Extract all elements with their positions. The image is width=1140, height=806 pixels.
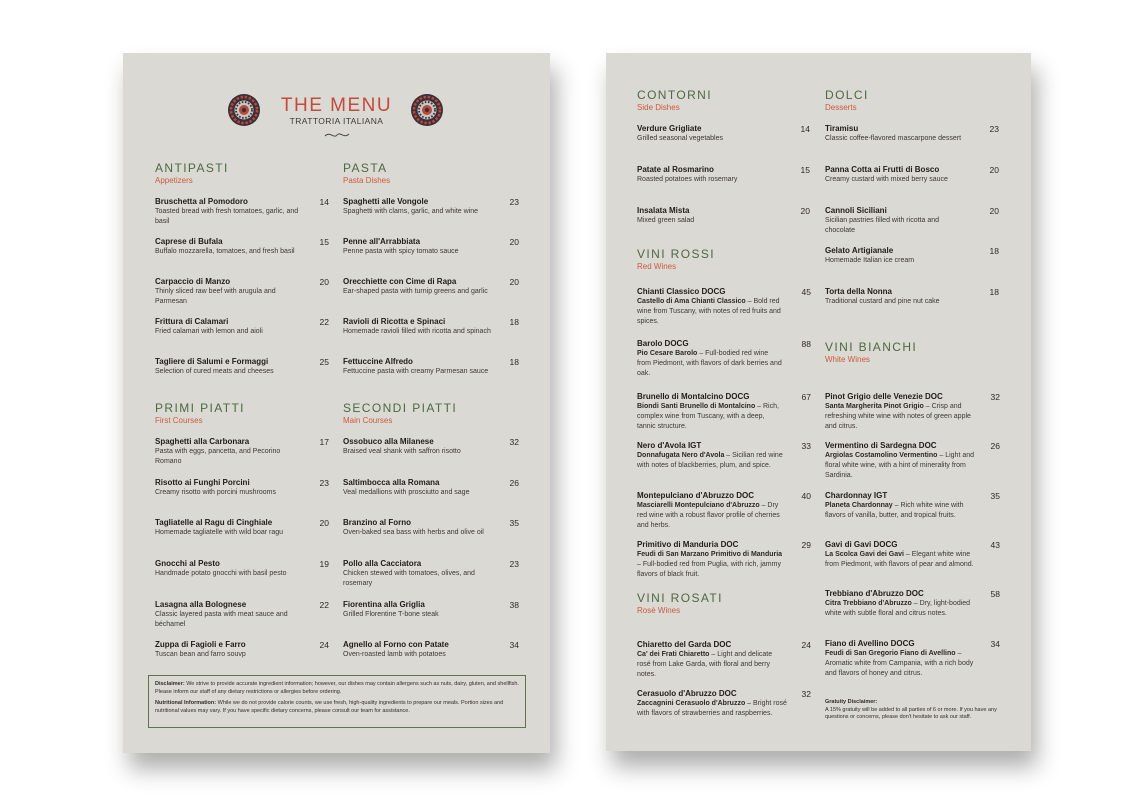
item-name: Chardonnay IGT [825, 491, 888, 500]
section-contorni [637, 89, 712, 113]
item-price: 23 [319, 478, 329, 488]
menu-item [155, 317, 329, 337]
item-price: 40 [801, 491, 811, 501]
section-dolci [825, 89, 869, 113]
wine-item [637, 540, 811, 580]
item-price: 18 [989, 246, 999, 256]
item-price: 35 [509, 518, 519, 528]
menu-item [343, 478, 519, 498]
wine-producer: Feudi di San Gregorio Fiano di Avellino [825, 650, 956, 657]
item-description [637, 297, 783, 327]
item-name: Zuppa di Fagioli e Farro [155, 640, 246, 649]
section-subtitle: Side Dishes [637, 103, 680, 112]
item-description: Fried calamari with lemon and aioli [155, 328, 263, 335]
item-price: 20 [509, 277, 519, 287]
item-price: 14 [319, 197, 329, 207]
item-description: Handmade potato gnocchi with basil pesto [155, 570, 287, 577]
item-price: 34 [990, 639, 1000, 649]
wine-item [825, 392, 1000, 432]
item-price: 20 [989, 206, 999, 216]
menu-item [155, 478, 329, 498]
item-description: Homemade ravioli filled with ricotta and spinach [343, 328, 491, 335]
wine-item [825, 441, 1000, 481]
item-price: 38 [509, 600, 519, 610]
wine-producer: La Scolca Gavi dei Gavi [825, 551, 904, 558]
item-price: 34 [509, 640, 519, 650]
menu-item [343, 437, 519, 457]
item-name: Lasagna alla Bolognese [155, 600, 247, 609]
menu-item [637, 124, 810, 144]
item-name: Tagliatelle al Ragu di Cinghiale [155, 518, 273, 527]
gratuity-text: A 15% gratuity will be added to all parties of 6 or more. If you have any questions or concerns, please don't hesitate to ask our staff. [825, 706, 997, 720]
item-description: Spaghetti with clams, garlic, and white wine [343, 208, 479, 215]
section-subtitle: Main Courses [343, 416, 393, 425]
item-description [637, 402, 783, 432]
item-price: 15 [800, 165, 810, 175]
section-subtitle: Desserts [825, 103, 857, 112]
wine-item [825, 639, 1000, 679]
menu-item [825, 246, 999, 266]
item-price: 23 [989, 124, 999, 134]
item-description [825, 451, 975, 481]
item-name: Risotto ai Funghi Porcini [155, 478, 250, 487]
wine-notes: – Dry red wine with a robust flavor profile of cherries and herbs. [637, 502, 780, 529]
item-name: Spaghetti alle Vongole [343, 197, 429, 206]
item-price: 24 [319, 640, 329, 650]
item-description: Ear-shaped pasta with turnip greens and garlic [343, 288, 488, 295]
item-description: Penne pasta with spicy tomato sauce [343, 248, 459, 255]
item-name: Gavi di Gavi DOCG [825, 540, 898, 549]
wine-item [637, 339, 811, 379]
menu-item [155, 640, 329, 660]
wine-item [825, 540, 1000, 570]
section-subtitle: White Wines [825, 355, 870, 364]
menu-item [825, 124, 999, 144]
menu-item [343, 357, 519, 377]
section-title: PRIMI PIATTI [155, 401, 245, 415]
item-description: Sicilian pastries filled with ricotta and chocolate [825, 217, 939, 234]
item-price: 32 [801, 689, 811, 699]
item-description: Oven-baked sea bass with herbs and olive oil [343, 529, 484, 536]
disclaimer-text: We strive to provide accurate ingredient information; however, our dishes may contain allergens such as nuts, dairy, gluten, and shellfish. Please inform our staff of any dietary restrictions or allergies before ordering. [155, 681, 519, 695]
item-name: Fettuccine Alfredo [343, 357, 413, 366]
item-name: Fiano di Avellino DOCG [825, 639, 915, 648]
gratuity-disclaimer [825, 699, 1005, 722]
section-vini-rossi [637, 248, 715, 272]
item-price: 23 [509, 197, 519, 207]
section-vini-bianchi [825, 341, 917, 365]
item-name: Vermentino di Sardegna DOC [825, 441, 937, 450]
item-description [825, 550, 975, 570]
item-price: 29 [801, 540, 811, 550]
menu-item [155, 237, 329, 257]
item-description: Homemade tagliatelle with wild boar ragu [155, 529, 284, 536]
section-title: CONTORNI [637, 88, 712, 102]
item-price: 26 [990, 441, 1000, 451]
wine-notes: – Rich white wine with flavors of vanilla, butter, and tropical fruits. [825, 502, 964, 519]
wine-notes: – Bright rosé with flavors of strawberries and raspberries. [637, 700, 787, 717]
wine-producer: Santa Margherita Pinot Grigio [825, 403, 924, 410]
menu-item [343, 197, 519, 217]
wine-notes: – Light and floral white wine, with a hint of minerality from Sardinia. [825, 452, 975, 479]
item-price: 35 [990, 491, 1000, 501]
item-price: 22 [319, 317, 329, 327]
section-subtitle: Appetizers [155, 176, 193, 185]
nutrition-disclaimer [155, 700, 519, 715]
menu-item [343, 317, 519, 337]
menu-item [343, 277, 519, 297]
item-price: 25 [319, 357, 329, 367]
menu-item [343, 600, 519, 620]
menu-item [155, 600, 329, 630]
item-price: 19 [319, 559, 329, 569]
wine-producer: Masciarelli Montepulciano d'Abruzzo [637, 502, 760, 509]
wine-producer: Argiolas Costamolino Vermentino [825, 452, 938, 459]
item-name: Frittura di Calamari [155, 317, 229, 326]
wine-producer: Feudi di San Marzano Primitivo di Manduria [637, 551, 783, 558]
item-price: 18 [509, 357, 519, 367]
item-name: Ossobuco alla Milanese [343, 437, 434, 446]
section-subtitle: Rosè Wines [637, 606, 681, 615]
item-name: Chiaretto del Garda DOC [637, 640, 732, 649]
item-price: 20 [989, 165, 999, 175]
item-description: Roasted potatoes with rosemary [637, 176, 738, 183]
item-description: Mixed green salad [637, 217, 695, 224]
item-name: Cerasuolo d'Abruzzo DOC [637, 689, 737, 698]
wine-producer: Donnafugata Nero d'Avola [637, 452, 725, 459]
item-price: 23 [509, 559, 519, 569]
item-description [825, 501, 980, 521]
section-title: VINI BIANCHI [825, 340, 918, 354]
menu-item [155, 357, 329, 377]
wine-producer: Pio Cesare Barolo [637, 350, 698, 357]
item-name: Barolo DOCG [637, 339, 689, 348]
disclaimer-box [148, 675, 526, 728]
section-title: PASTA [343, 161, 388, 175]
item-name: Trebbiano d'Abruzzo DOC [825, 589, 924, 598]
item-price: 26 [509, 478, 519, 488]
item-description [825, 649, 980, 679]
wine-item [637, 491, 811, 531]
wine-item [637, 392, 811, 432]
item-name: Saltimbocca alla Romana [343, 478, 440, 487]
menu-page-right [606, 53, 1031, 751]
nutrition-text: While we do not provide calorie counts, we use fresh, high-quality ingredients to prepare our meals. Portion sizes and nutritional values may vary. If you have specific dietary concerns, please consult our team for assistance. [155, 700, 504, 714]
wine-item [825, 589, 1000, 619]
rosette-icon [410, 93, 444, 127]
section-title: ANTIPASTI [155, 161, 229, 175]
menu-item [343, 518, 519, 538]
wine-producer: Citra Trebbiano d'Abruzzo [825, 600, 912, 607]
item-description [637, 451, 787, 471]
item-price: 67 [801, 392, 811, 402]
section-antipasti [155, 162, 229, 186]
nutrition-label: Nutritional Information: [155, 700, 217, 706]
item-description: Toasted bread with fresh tomatoes, garlic, and basil [155, 208, 299, 225]
item-description: Tuscan bean and farro souvp [155, 651, 246, 658]
item-description [637, 650, 787, 680]
menu-item [343, 237, 519, 257]
item-price: 22 [319, 600, 329, 610]
menu-title: THE MENU [280, 95, 393, 116]
wine-notes: – Sicilian red wine with notes of blackberries, plum, and spice. [637, 452, 783, 469]
item-name: Penne all'Arrabbiata [343, 237, 421, 246]
menu-item [637, 165, 810, 185]
item-name: Patate al Rosmarino [637, 165, 714, 174]
section-title: DOLCI [825, 88, 869, 102]
wine-notes: – Dry, light-bodied white with subtle floral and citrus notes. [825, 600, 971, 617]
item-price: 88 [801, 339, 811, 349]
item-name: Tagliere di Salumi e Formaggi [155, 357, 269, 366]
item-description: Pasta with eggs, pancetta, and Pecorino Romano [155, 448, 281, 465]
wine-item [825, 491, 1000, 521]
wine-item [637, 441, 811, 471]
item-name: Tiramisu [825, 124, 859, 133]
flourish-icon [323, 130, 351, 140]
item-name: Orecchiette con Cime di Rapa [343, 277, 457, 286]
item-description: Traditional custard and pine nut cake [825, 298, 940, 305]
item-description: Creamy custard with mixed berry sauce [825, 176, 948, 183]
item-name: Primitivo di Manduria DOC [637, 540, 739, 549]
wine-producer: Planeta Chardonnay [825, 502, 893, 509]
item-price: 18 [989, 287, 999, 297]
item-description: Classic layered pasta with meat sauce and béchamel [155, 611, 288, 628]
item-price: 33 [801, 441, 811, 451]
item-name: Verdure Grigliate [637, 124, 702, 133]
item-name: Agnello al Forno con Patate [343, 640, 449, 649]
section-secondi-piatti [343, 402, 457, 426]
item-name: Nero d'Avola IGT [637, 441, 702, 450]
wine-notes: – Aromatic white from Campania, with a rich body and flavors of honey and citrus. [825, 650, 974, 677]
item-description [637, 699, 787, 719]
menu-item [825, 165, 999, 185]
item-name: Carpaccio di Manzo [155, 277, 231, 286]
item-price: 32 [990, 392, 1000, 402]
item-price: 32 [509, 437, 519, 447]
item-description: Buffalo mozzarella, tomatoes, and fresh basil [155, 248, 295, 255]
section-title: VINI ROSSI [637, 247, 716, 261]
item-price: 45 [801, 287, 811, 297]
item-description: Chicken stewed with tomatoes, olives, and rosemary [343, 570, 475, 587]
disclaimer-label: Disclaimer: [155, 681, 185, 687]
menu-item [825, 206, 999, 236]
section-vini-rosati [637, 592, 723, 616]
item-description: Selection of cured meats and cheeses [155, 368, 274, 375]
item-price: 14 [800, 124, 810, 134]
item-price: 24 [801, 640, 811, 650]
item-name: Torta della Nonna [825, 287, 892, 296]
item-price: 20 [319, 518, 329, 528]
wine-notes: – Full-bodied red from Puglia, with rich, jammy flavors of black fruit. [637, 561, 781, 578]
item-name: Cannoli Siciliani [825, 206, 887, 215]
item-name: Gelato Artigianale [825, 246, 894, 255]
menu-item [343, 640, 519, 660]
item-price: 20 [509, 237, 519, 247]
item-name: Insalata Mista [637, 206, 690, 215]
item-description: Creamy risotto with porcini mushrooms [155, 489, 276, 496]
menu-item [155, 559, 329, 579]
item-name: Gnocchi al Pesto [155, 559, 220, 568]
wine-notes: – Rich, complex wine from Tuscany, with a deep, tannic structure. [637, 403, 779, 430]
section-title: VINI ROSATI [637, 591, 723, 605]
item-description: Homemade Italian ice cream [825, 257, 915, 264]
menu-item [825, 287, 999, 307]
item-name: Pollo alla Cacciatora [343, 559, 422, 568]
item-description [825, 402, 978, 432]
menu-item [343, 559, 519, 589]
item-name: Bruschetta al Pomodoro [155, 197, 248, 206]
wine-producer: Zaccagnini Cerasuolo d'Abruzzo [637, 700, 746, 707]
item-description: Fettuccine pasta with creamy Parmesan sauce [343, 368, 489, 375]
item-name: Ravioli di Ricotta e Spinaci [343, 317, 446, 326]
item-description: Thinly sliced raw beef with arugula and Parmesan [155, 288, 276, 305]
section-primi-piatti [155, 402, 245, 426]
menu-subtitle: TRATTORIA ITALIANA [289, 116, 384, 126]
item-price: 18 [509, 317, 519, 327]
item-description: Classic coffee-flavored mascarpone dessert [825, 135, 962, 142]
wine-item [637, 640, 811, 680]
item-price: 43 [990, 540, 1000, 550]
item-price: 15 [319, 237, 329, 247]
wine-notes: – Bold red wine from Tuscany, with notes of red fruits and spices. [637, 298, 781, 325]
item-name: Panna Cotta ai Frutti di Bosco [825, 165, 940, 174]
item-description [637, 501, 787, 531]
menu-item [155, 437, 329, 467]
item-price: 20 [319, 277, 329, 287]
item-name: Chianti Classico DOCG [637, 287, 726, 296]
item-name: Brunello di Montalcino DOCG [637, 392, 750, 401]
section-subtitle: Pasta Dishes [343, 176, 391, 185]
item-name: Montepulciano d'Abruzzo DOC [637, 491, 755, 500]
wine-notes: – Elegant white wine from Piedmont, with flavors of pear and almond. [825, 551, 974, 568]
wine-notes: – Crisp and refreshing white wine with notes of green apple and citrus. [825, 403, 971, 430]
item-price: 17 [319, 437, 329, 447]
gratuity-label: Gratuity Disclaimer: [825, 699, 878, 705]
item-price: 58 [990, 589, 1000, 599]
wine-producer: Ca' dei Frati Chiaretto [637, 651, 710, 658]
menu-item [155, 518, 329, 538]
item-price: 20 [800, 206, 810, 216]
wine-item [637, 689, 811, 719]
item-description: Grilled seasonal vegetables [637, 135, 723, 142]
menu-page-left [123, 53, 550, 753]
wine-producer: Castello di Ama Chianti Classico [637, 298, 746, 305]
wine-notes: – Full-bodied red wine from Piedmont, with flavors of dark berries and oak. [637, 350, 782, 377]
item-description: Veal medallions with prosciutto and sage [343, 489, 470, 496]
menu-item [637, 206, 810, 226]
menu-item [155, 197, 329, 227]
allergen-disclaimer [155, 681, 519, 696]
wine-item [637, 287, 811, 327]
item-description: Braised veal shank with saffron risotto [343, 448, 461, 455]
item-description: Grilled Florentine T-bone steak [343, 611, 439, 618]
section-subtitle: First Courses [155, 416, 203, 425]
menu-item [155, 277, 329, 307]
wine-producer: Biondi Santi Brunello di Montalcino [637, 403, 756, 410]
wine-notes: – Light and delicate rosé from Lake Garda, with floral and berry notes. [637, 651, 773, 678]
item-name: Fiorentina alla Griglia [343, 600, 425, 609]
item-name: Pinot Grigio delle Venezie DOC [825, 392, 943, 401]
item-description: Oven-roasted lamb with potatoes [343, 651, 446, 658]
item-name: Spaghetti alla Carbonara [155, 437, 250, 446]
item-description [637, 349, 783, 379]
section-title: SECONDI PIATTI [343, 401, 458, 415]
item-name: Caprese di Bufala [155, 237, 223, 246]
item-description [825, 599, 975, 619]
item-description [637, 550, 783, 580]
section-pasta [343, 162, 390, 186]
section-subtitle: Red Wines [637, 262, 677, 271]
item-name: Branzino al Forno [343, 518, 411, 527]
